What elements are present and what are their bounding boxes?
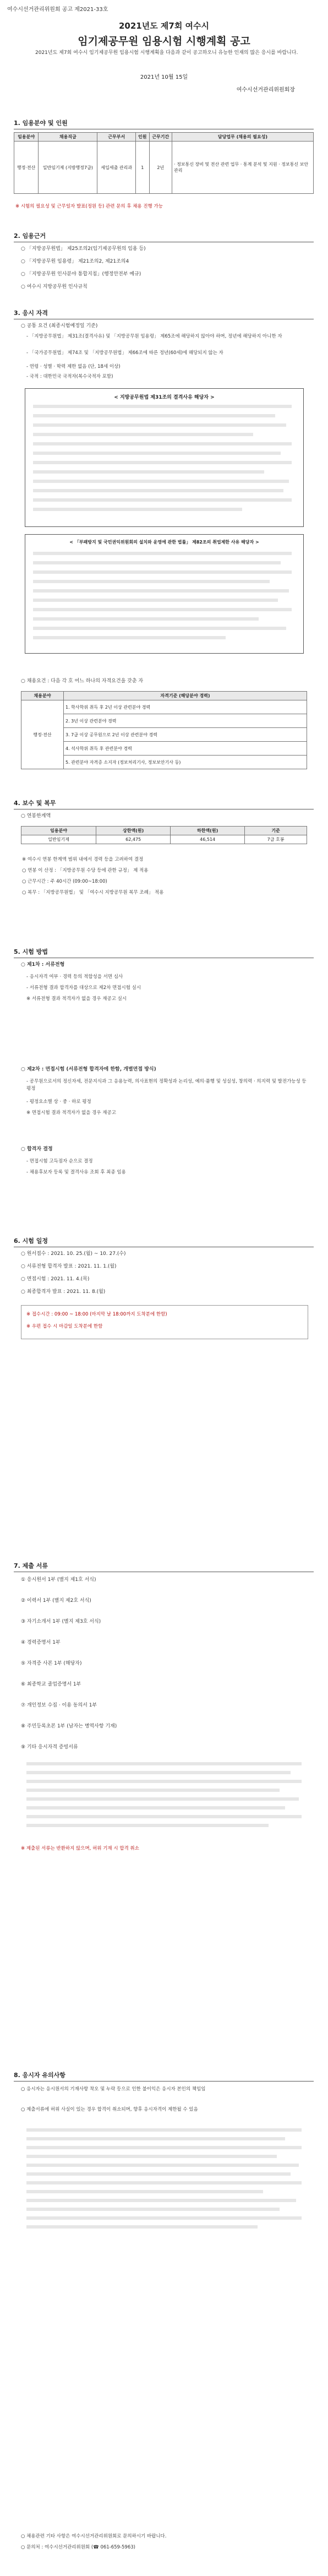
text-line [33,414,275,417]
table-cell: 2년 [149,142,172,194]
col-header: 근무기간 [149,133,172,142]
text-line [33,561,281,564]
text-line [26,2164,299,2167]
phase-item: - 평정요소별 상 · 중 · 하로 평정 [26,1099,91,1105]
salary-item: ※ 여수시 연봉 한계액 범위 내에서 경력 등을 고려하여 결정 [22,857,144,862]
table-cell: 행정·전산 [14,142,39,194]
text-line [33,617,259,621]
text-line [26,1762,302,1765]
text-line [33,423,286,427]
issuer: 여수시선거관리위원회장 [236,87,295,93]
text-line [33,442,292,445]
text-line [26,2181,302,2184]
text-line [26,2172,291,2176]
table-cell: 행정·전산 [21,700,64,769]
section-heading-2: 2. 임용근거 [14,231,314,242]
schedule-item: ○ 최종합격자 발표 : 2021. 11. 8.(월) [21,1289,106,1295]
phase-item: ※ 면접시험 결과 적격자가 없을 경우 재공고 [26,1110,116,1116]
qualification-item: - 「지방공무원법」 제31조(결격사유) 및 「지방공무원 임용령」 제65조에 해당하지 않아야 하며, 정년에 해당하지 아니한 자 [26,334,282,339]
basis-item: ○ 「지방공무원법」 제25조의2(임기제공무원의 임용 등) [21,246,146,252]
section-heading-4: 4. 보수 및 복무 [14,798,314,809]
table-cell: 3. 7급 이상 공무원으로 2년 이상 관련분야 경력 [64,728,307,742]
box-title: < 지방공무원법 제31조의 결격사유 해당자 > [114,395,215,400]
text-line [26,2190,263,2193]
document-item: ⑥ 최종학교 졸업증명서 1부 [21,1682,81,1687]
intro-text: 2021년도 제7회 여수시 임기제공무원 임용시험 시행계획을 다음과 같이 공고하오니 유능한 인재의 많은 응시를 바랍니다. [35,50,298,56]
basis-item: ○ 「지방공무원 임용령」 제21조의2, 제21조의4 [21,259,129,264]
requirement-intro: ○ 채용요건 : 다음 각 호 어느 하나의 자격요건을 갖춘 자 [21,678,144,684]
col-header: 상한액(원) [96,827,171,835]
text-line [33,580,270,583]
salary-item: ○ 복무 : 「지방공무원법」 및 「여수시 지방공무원 복무 조례」 적용 [22,890,164,895]
caution-item: ○ 문의처 : 여수시선거관리위원회 (☎ 061-659-5963) [21,2545,135,2550]
basis-item: ○ 여수시 지방공무원 인사규칙 [21,284,88,290]
text-line [26,2137,285,2140]
text-line [26,2216,302,2220]
document-item: ⑤ 자격증 사본 1부 (해당자) [21,1661,82,1666]
phase-item: ※ 서류전형 결과 적격자가 없을 경우 재공고 실시 [26,996,127,1002]
table-cell: 1. 학사학위 취득 후 2년 이상 관련분야 경력 [64,700,307,714]
table-cell: 7급 호봉 [245,835,307,844]
document-item: ⑦ 개인정보 수집 · 이용 동의서 1부 [21,1703,97,1708]
table-cell: 4. 석사학위 취득 후 관련분야 경력 [64,742,307,756]
col-header: 근무부서 [97,133,136,142]
col-header: 임용분야 [14,133,39,142]
box-title: < 「부패방지 및 국민권익위원회의 설치와 운영에 관한 법률」 제82조의 취업제한 사유 해당자 > [69,540,259,545]
document-item: ⑧ 주민등록초본 1부 (남자는 병역사항 기재) [21,1724,117,1729]
text-line [33,489,283,492]
table-cell: 일반임기제 (지방행정7급) [39,142,97,194]
page-title: 임기제공무원 임용시험 시행계획 공고 [78,35,250,47]
text-line [26,2208,280,2211]
text-line [33,405,292,408]
notice-date: 2021년 10월 15일 [140,74,188,80]
table-cell: 46,514 [171,835,245,844]
phase-item: - 서류전형 결과 합격자를 대상으로 제2차 면접시험 실시 [26,985,141,991]
phase-item: - 채용후보자 등록 및 결격사유 조회 후 최종 임용 [26,1170,126,1175]
table-cell: 5. 관련분야 자격증 소지자 (정보처리기사, 정보보안기사 등) [64,756,307,769]
col-header: 채용분야 [21,692,64,700]
salary-sub: ○ 연봉한계액 [21,813,51,819]
text-line [33,461,292,464]
text-line [26,1815,302,1818]
text-line [33,452,281,455]
section-heading-5: 5. 시험 방법 [14,947,314,958]
caution-item: ○ 채용관련 기타 사항은 여수시선거관리위원회로 문의하시기 바랍니다. [21,2534,167,2539]
document-item: ② 이력서 1부 (별지 제2호 서식) [21,1598,91,1604]
table-cell: 1 [136,142,150,194]
section-heading-1: 1. 임용분야 및 인원 [14,118,314,129]
document-note: ※ 제출된 서류는 반환하지 않으며, 허위 기재 시 합격 취소 [21,1846,139,1851]
text-line [26,1780,302,1783]
text-line [26,2199,296,2202]
document-item: ③ 자기소개서 1부 (별지 제3호 서식) [21,1619,101,1624]
position-note: ※ 시험의 필요성 및 근무일자 발표(정원 등) 관련 문의 후 채용 진행 가능 [15,204,163,209]
text-line [33,589,289,593]
qualification-item: ○ 공통 요건 (최종시험예정일 기준) [21,323,98,329]
caution-item: ○ 제출서류에 허위 사실이 있는 경우 합격이 취소되며, 향후 응시자격이 제한될 수 있음 [21,2107,198,2112]
text-line [33,552,292,555]
text-line [26,2225,258,2229]
schedule-item: ○ 원서접수 : 2021. 10. 25.(월) ~ 10. 27.(수) [21,1251,126,1257]
text-line [33,433,253,436]
caution-item: ○ 응시자는 응시원서의 기재사항 착오 및 누락 등으로 인한 불이익은 응시자 본인의 책임임 [21,2086,206,2092]
col-header: 임용분야 [21,827,96,835]
text-line [26,1771,291,1774]
requirement-table [21,691,307,769]
phase-item: - 공무원으로서의 정신자세, 전문지식과 그 응용능력, 의사표현의 정확성과 논리성, 예의·품행 및 성실성, 창의력 · 의지력 및 발전가능성 등 평정 [26,1079,307,1091]
table-cell: · 정보통신 장비 및 전산 관련 업무 · 통계 분석 및 지원 · 정보통신 보안 관리 [172,142,314,194]
col-header: 채용직급 [39,133,97,142]
phase-item: - 응시자격 여부 · 경력 등의 적합성을 서면 심사 [26,974,123,980]
salary-item: ○ 근무시간 : 주 40시간 (09:00~18:00) [22,879,107,884]
qualification-item: - 연령 · 성별 · 학력 제한 없음 (단, 18세 이상) [26,364,121,369]
text-line [26,1824,269,1827]
disqualification-box [25,388,304,527]
col-header: 자격기준 (해당분야 경력) [64,692,307,700]
basis-item: ○ 「지방공무원 인사분야 통합지침」(행정안전부 예규) [21,271,141,277]
text-line [33,508,242,511]
document-number: 여수시선거관리위원회 공고 제2021-33호 [7,7,108,13]
document-item: ④ 경력증명서 1부 [21,1640,61,1645]
text-line [33,627,286,630]
text-line [33,608,292,611]
table-cell: 2. 3년 이상 관련분야 경력 [64,714,307,728]
text-line [26,2146,302,2149]
phase-title: ○ 제1차 : 서류전형 [21,962,65,968]
section-heading-3: 3. 응시 자격 [14,308,314,319]
phase-title: ○ 합격자 결정 [21,1146,53,1152]
section-heading-6: 6. 시험 일정 [14,1236,314,1247]
text-line [33,570,292,574]
schedule-item: ○ 면접시험 : 2021. 11. 4.(목) [21,1276,90,1282]
text-line [26,1806,285,1809]
section-heading-7: 7. 제출 서류 [14,1561,314,1572]
text-line [26,1797,299,1801]
phase-item: - 면접시험 고득점자 순으로 결정 [26,1159,93,1164]
qualification-item: - 국적 : 대한민국 국적자(복수국적자 포함) [26,374,113,379]
text-line [33,498,292,502]
document-item: ⑨ 기타 응시자격 증빙서류 [21,1744,78,1750]
col-header: 하한액(원) [171,827,245,835]
schedule-note: ※ 접수시간 : 09:00 ~ 18:00 (마지막 날 18:00까지 도착분에 한함) [26,1312,167,1317]
salary-table [21,826,307,844]
text-line [26,1789,280,1792]
title-block [0,20,328,48]
text-line [33,599,278,602]
qualification-item: - 「국가공무원법」 제74조 및 「지방공무원법」 제66조에 따른 정년(60세)에 해당되지 않는 자 [26,350,223,356]
col-header: 기준 [245,827,307,835]
text-line [26,2155,277,2158]
col-header: 담당업무 (채용의 필요성) [172,133,314,142]
position-table [14,132,314,194]
text-line [33,636,226,639]
text-line [33,480,289,483]
text-line [33,470,264,474]
section-heading-8: 8. 응시자 유의사항 [14,2070,314,2082]
text-line [26,2128,302,2132]
salary-item: ○ 연봉 이 산정 : 「지방공무원 수당 등에 관한 규정」 제 적용 [22,868,149,873]
schedule-note: ※ 우편 접수 시 마감일 도착분에 한함 [26,1324,103,1329]
table-cell: 일반임기제 [21,835,96,844]
document-item: ① 응시원서 1부 (별지 제1호 서식) [21,1577,96,1583]
title-year: 2021년도 제7회 여수시 [118,21,210,31]
schedule-item: ○ 서류전형 합격자 발표 : 2021. 11. 1.(월) [21,1264,117,1269]
col-header: 인원 [136,133,150,142]
table-cell: 세입세출 관리과 [97,142,136,194]
phase-title: ○ 제2차 : 면접시험 (서류전형 합격자에 한함, 개별면접 방식) [21,1067,156,1072]
table-cell: 62,475 [96,835,171,844]
